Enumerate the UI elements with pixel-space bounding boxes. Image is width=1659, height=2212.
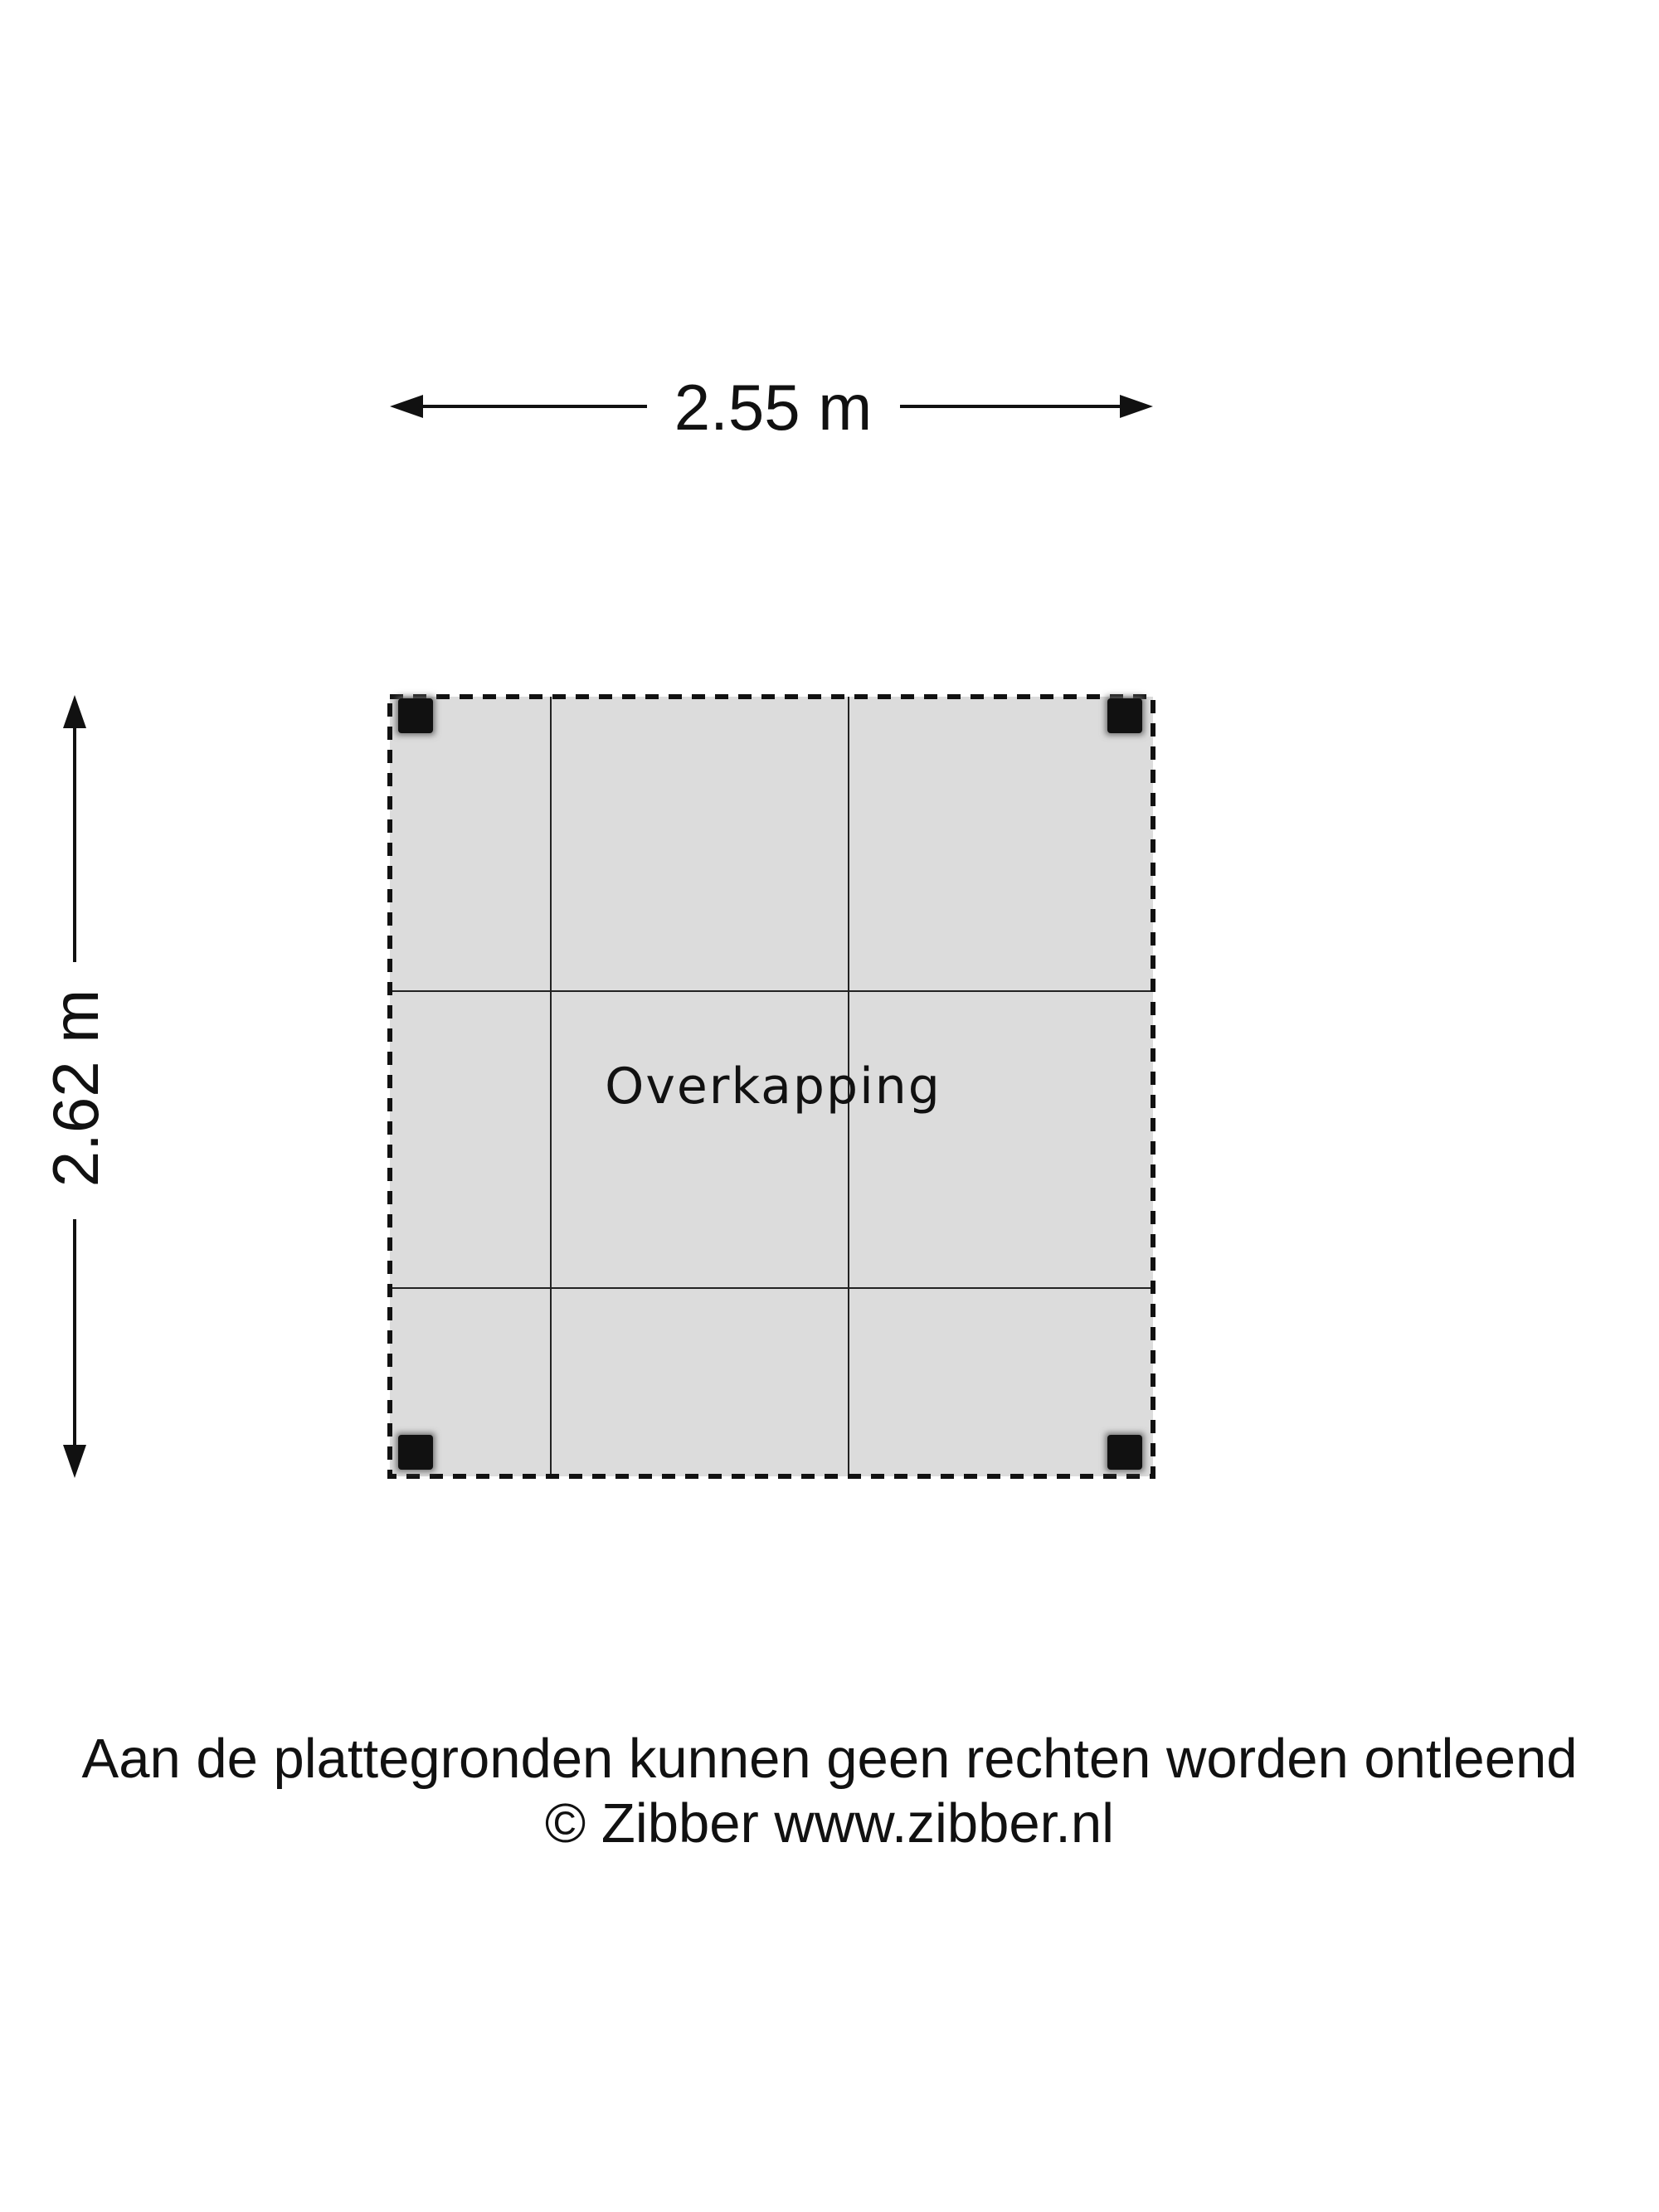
width-dimension [390, 371, 1153, 444]
copyright-text: © Zibber www.zibber.nl [544, 1792, 1115, 1855]
disclaimer-text: Aan de plattegronden kunnen geen rechten worden ontleend [81, 1728, 1578, 1790]
post-bottom-left [397, 1433, 435, 1471]
room-overkapping [390, 697, 1153, 1476]
height-label: 2.62 m [39, 989, 112, 1188]
arrow-left-icon [390, 395, 423, 418]
arrow-up-icon [63, 695, 86, 728]
post-top-left [397, 697, 435, 735]
width-label: 2.55 m [674, 371, 873, 444]
room-label: Overkapping [605, 1057, 941, 1116]
arrow-right-icon [1120, 395, 1153, 418]
post-top-right [1106, 697, 1144, 735]
height-dimension [39, 695, 112, 1478]
post-bottom-right [1106, 1433, 1144, 1471]
arrow-down-icon [63, 1445, 86, 1478]
